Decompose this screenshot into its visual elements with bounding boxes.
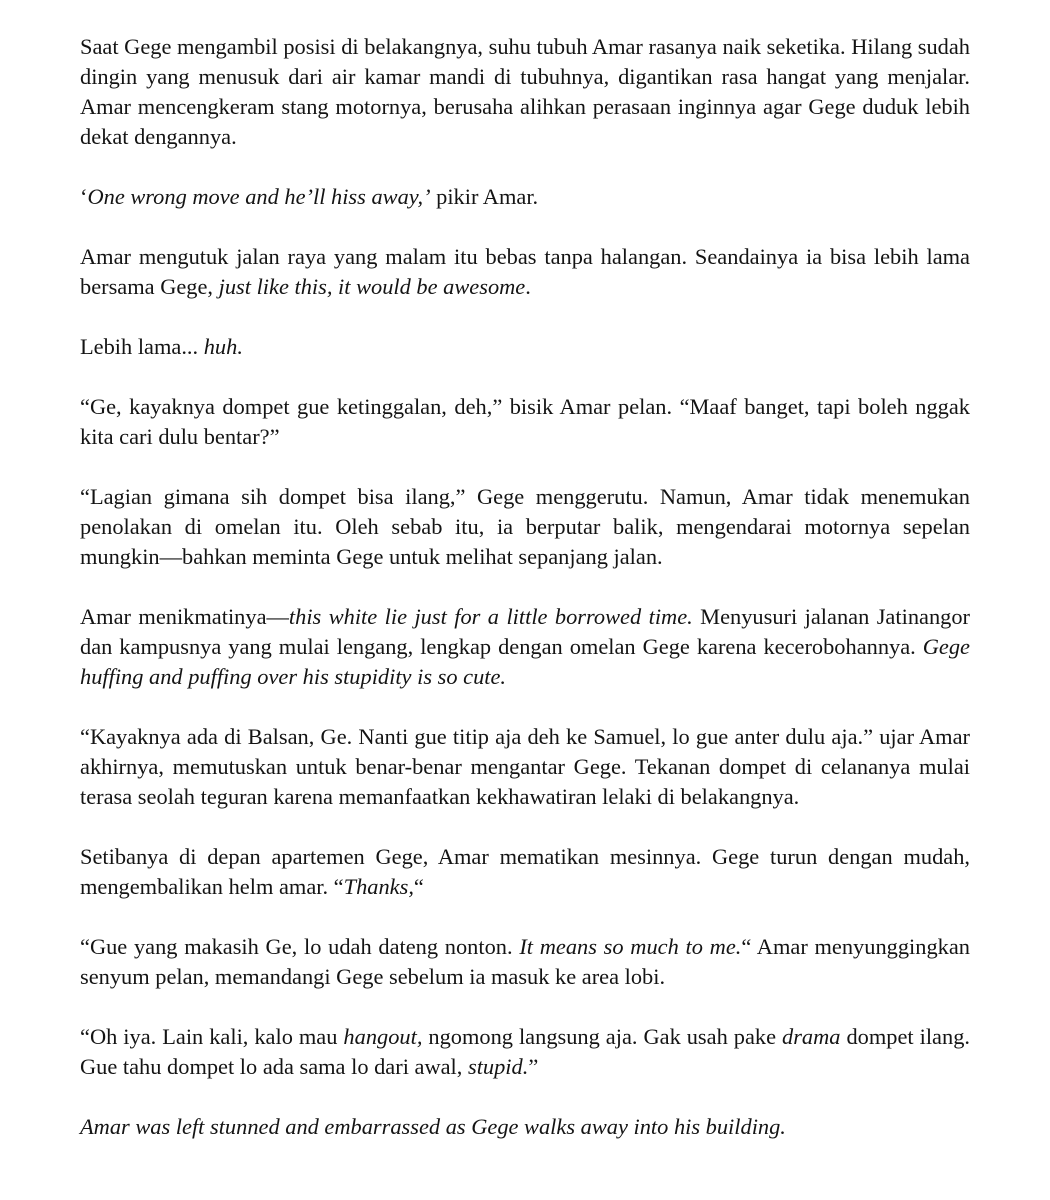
italic-segment: hangout, — [343, 1024, 423, 1049]
paragraph-2 — [80, 182, 970, 212]
paragraph-6 — [80, 482, 970, 572]
italic-segment: this white lie just for a little borrowed time. — [288, 604, 693, 629]
text-segment: “Lagian gimana sih dompet bisa ilang,” Gege menggerutu. Namun, Amar tidak menemukan penolakan di omelan itu. Oleh sebab itu, ia berputar balik, mengendarai motornya sepelan mungkin—bahkan meminta Gege untuk melihat sepanjang jalan. — [80, 484, 970, 569]
italic-segment: drama — [782, 1024, 841, 1049]
italic-segment: stupid. — [467, 1054, 529, 1079]
italic-segment: huh. — [203, 334, 243, 359]
italic-segment: Amar was left stunned and embarrassed as Gege walks away into his building. — [80, 1114, 786, 1139]
text-segment: “ — [413, 874, 424, 899]
text-segment: “ Amar menyunggingkan senyum pelan, memandangi Gege sebelum ia masuk ke area lobi. — [80, 934, 970, 989]
text-segment: ‘ — [80, 184, 88, 209]
paragraph-9 — [80, 842, 970, 902]
italic-segment: just like this, it would be awesome — [218, 274, 526, 299]
paragraph-7 — [80, 602, 970, 692]
text-segment: ngomong langsung aja. Gak usah pake — [422, 1024, 783, 1049]
text-segment: “Oh iya. Lain kali, kalo mau — [80, 1024, 344, 1049]
text-segment: Setibanya di depan apartemen Gege, Amar mematikan mesinnya. Gege turun dengan mudah, mengembalikan helm amar. “ — [80, 844, 970, 899]
paragraph-8 — [80, 722, 970, 812]
paragraph-3 — [80, 242, 970, 302]
text-segment: “Kayaknya ada di Balsan, Ge. Nanti gue titip aja deh ke Samuel, lo gue anter dulu aja.” ujar Amar akhirnya, memutuskan untuk benar-benar mengantar Gege. Tekanan dompet di celananya mulai terasa seolah teguran karena memanfaatkan kekhawatiran lelaki di belakangnya. — [80, 724, 970, 809]
text-segment: pikir Amar. — [430, 184, 539, 209]
paragraph-10 — [80, 932, 970, 992]
italic-segment: One wrong move and he’ll hiss away,’ — [87, 184, 431, 209]
text-segment: “Ge, kayaknya dompet gue ketinggalan, deh,” bisik Amar pelan. “Maaf banget, tapi boleh nggak kita cari dulu bentar?” — [80, 394, 970, 449]
italic-segment: It means so much to me. — [519, 934, 742, 959]
paragraph-1 — [80, 32, 970, 152]
paragraph-12 — [80, 1112, 970, 1142]
italic-segment: Gege huffing and puffing over his stupidity is so cute. — [80, 634, 970, 689]
text-segment: . — [525, 274, 531, 299]
paragraph-4 — [80, 332, 970, 362]
text-segment: Lebih lama... — [80, 334, 204, 359]
text-segment: dompet ilang. Gue tahu dompet lo ada sama lo dari awal, — [80, 1024, 970, 1079]
text-segment: “Gue yang makasih Ge, lo udah dateng nonton. — [80, 934, 520, 959]
paragraph-11 — [80, 1022, 970, 1082]
text-segment: Amar mengutuk jalan raya yang malam itu bebas tanpa halangan. Seandainya ia bisa lebih lama bersama Gege, — [80, 244, 970, 299]
paragraph-5 — [80, 392, 970, 452]
text-segment: Amar menikmatinya— — [80, 604, 289, 629]
text-segment: Saat Gege mengambil posisi di belakangnya, suhu tubuh Amar rasanya naik seketika. Hilang sudah dingin yang menusuk dari air kamar mandi di tubuhnya, digantikan rasa hangat yang menjalar. Amar mencengkeram stang motornya, berusaha alihkan perasaan inginnya agar Gege duduk lebih dekat dengannya. — [80, 34, 970, 149]
text-segment: Menyusuri jalanan Jatinangor dan kampusnya yang mulai lengang, lengkap dengan omelan Gege karena kecerobohannya. — [80, 604, 970, 659]
italic-segment: Thanks, — [343, 874, 414, 899]
text-segment: ” — [528, 1054, 539, 1079]
